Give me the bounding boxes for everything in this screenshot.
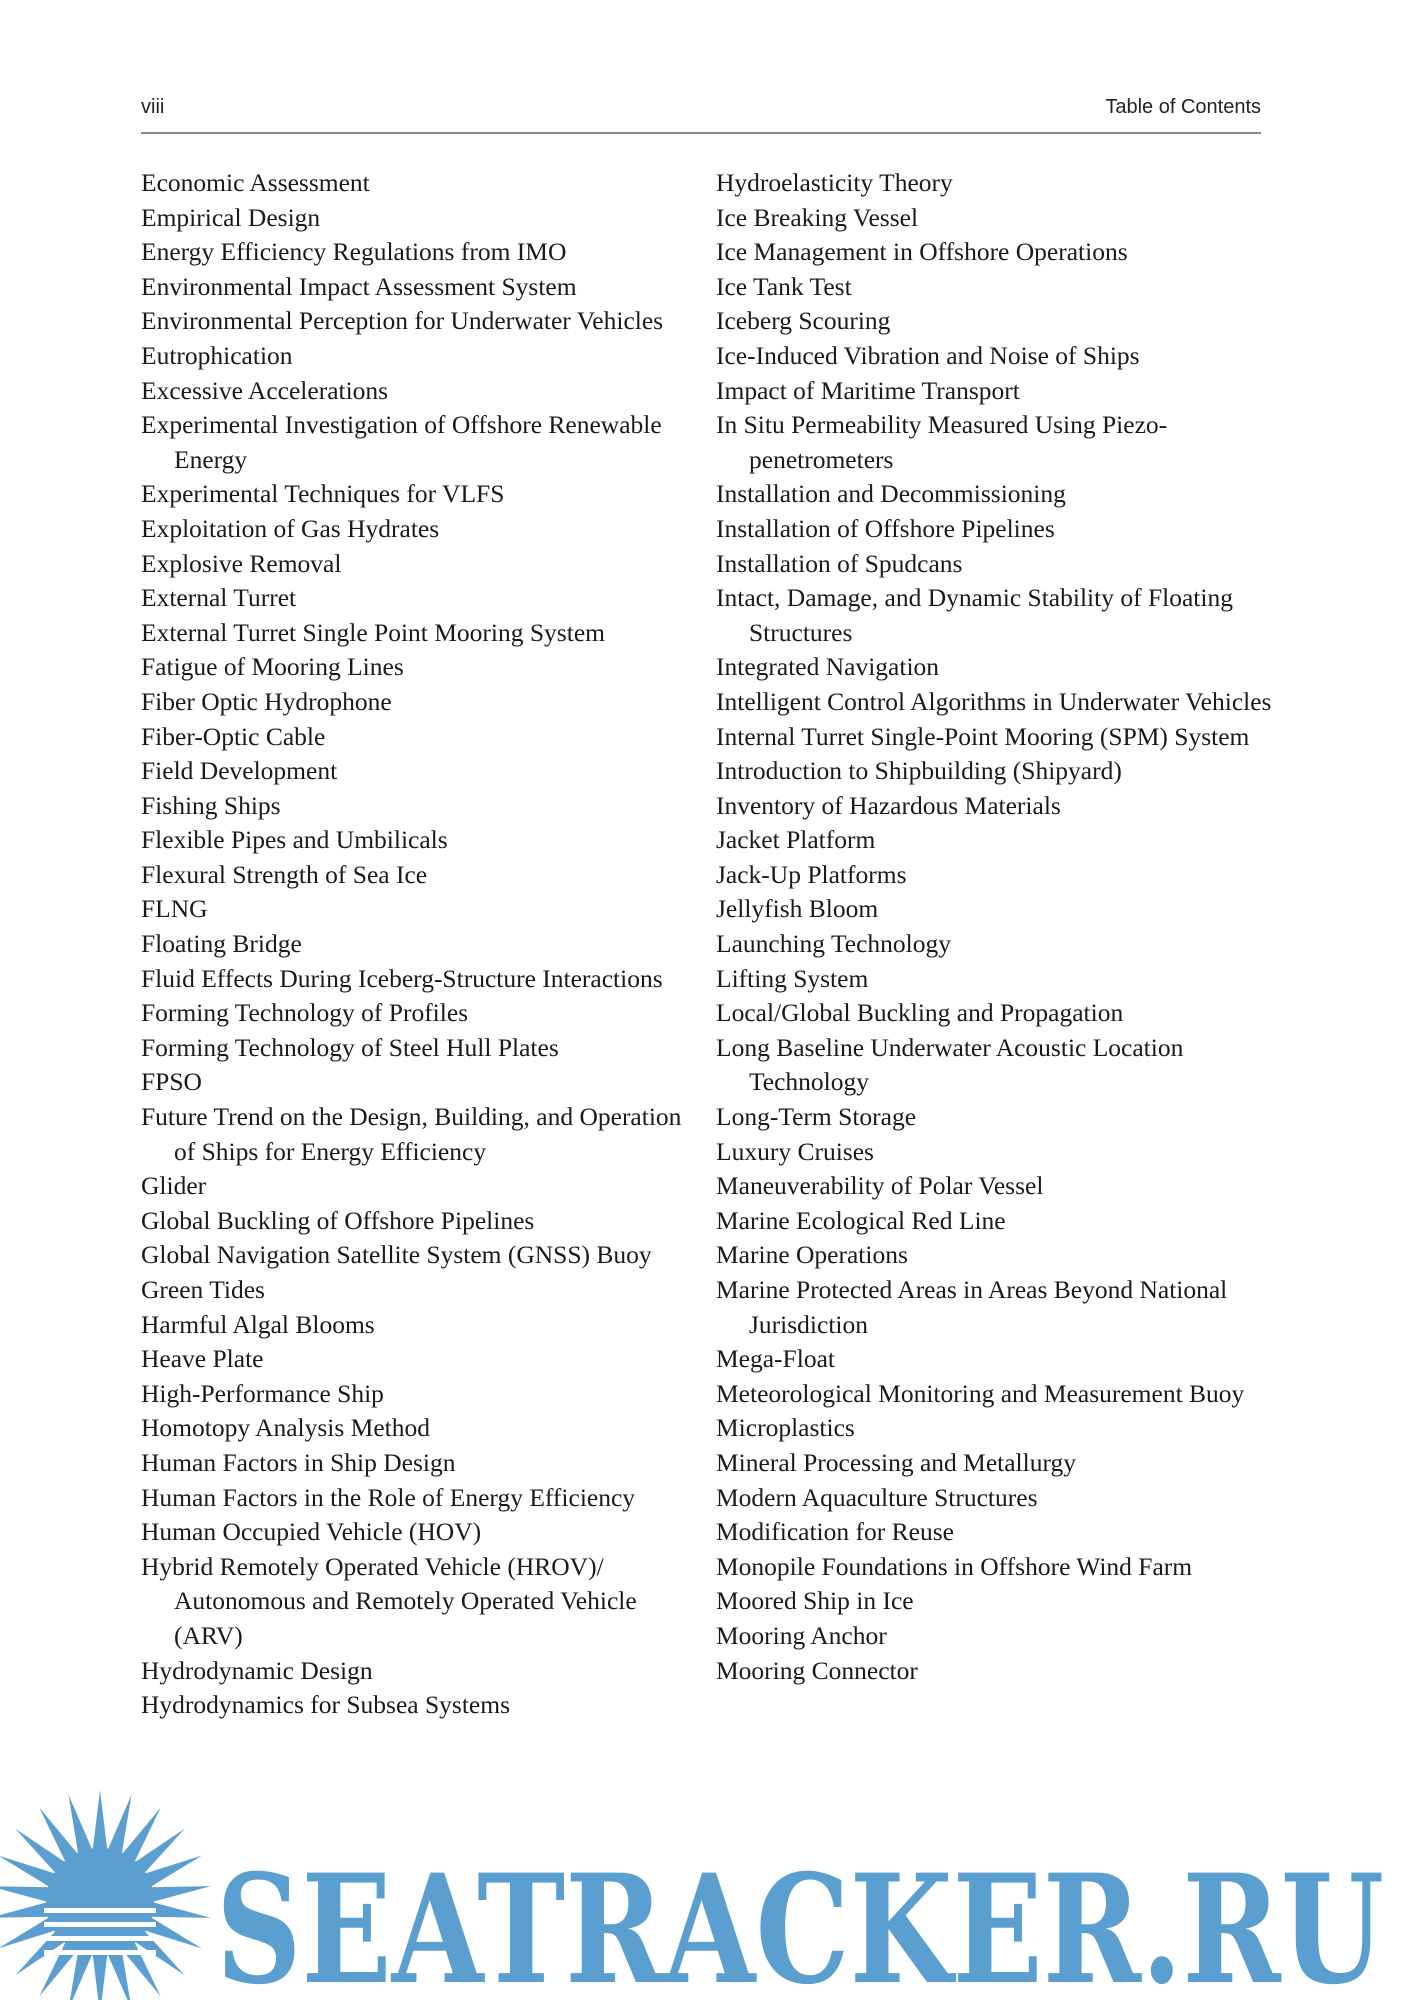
watermark-graphic — [0, 1790, 1402, 2000]
toc-entry: Launching Technology — [716, 929, 951, 959]
toc-entry: Hydrodynamics for Subsea Systems — [141, 1690, 511, 1720]
toc-entry: Maneuverability of Polar Vessel — [716, 1171, 1044, 1201]
toc-entry: Monopile Foundations in Offshore Wind Farm — [716, 1551, 1193, 1581]
toc-entry: Installation of Offshore Pipelines — [716, 513, 1055, 543]
toc-entry: Field Development — [141, 756, 338, 786]
toc-entry: Microplastics — [716, 1413, 855, 1443]
toc-entry: Modification for Reuse — [716, 1517, 954, 1547]
toc-entry: Global Navigation Satellite System (GNSS) Buoy — [141, 1240, 652, 1270]
header-rule — [141, 132, 1261, 134]
toc-entry: Inventory of Hazardous Materials — [716, 790, 1061, 820]
toc-entry: Luxury Cruises — [716, 1136, 874, 1166]
watermark-text: SEATRACKER.RU — [216, 1842, 1384, 2000]
toc-entry: Global Buckling of Offshore Pipelines — [141, 1205, 535, 1235]
sun-stripe — [44, 1936, 156, 1941]
toc-entry: External Turret — [141, 583, 297, 613]
toc-entry: Iceberg Scouring — [716, 306, 891, 336]
toc-entry: Forming Technology of Profiles — [141, 998, 469, 1028]
toc-entry: Forming Technology of Steel Hull Plates — [141, 1032, 559, 1062]
toc-entry: High-Performance Ship — [141, 1378, 384, 1408]
toc-entry: Marine Ecological Red Line — [716, 1205, 1006, 1235]
toc-entry: Integrated Navigation — [716, 652, 940, 682]
toc-entry: External Turret Single Point Mooring System — [141, 617, 605, 647]
toc-entry: Glider — [141, 1171, 207, 1201]
toc-entry: Modern Aquaculture Structures — [716, 1482, 1038, 1512]
toc-entry: FPSO — [141, 1067, 202, 1097]
toc-entry: Ice Management in Offshore Operations — [716, 237, 1128, 267]
toc-entry: Future Trend on the Design, Building, and Operation of Ships for Energy Efficiency — [141, 1102, 682, 1166]
page-number: viii — [141, 96, 165, 118]
toc-entry: Flexural Strength of Sea Ice — [141, 859, 428, 889]
toc-entry: Installation of Spudcans — [716, 548, 963, 578]
toc-entry: Hydrodynamic Design — [141, 1655, 373, 1685]
toc-entry: Mega-Float — [716, 1344, 835, 1374]
toc-entry: Long-Term Storage — [716, 1102, 917, 1132]
toc-entry: Ice Tank Test — [716, 271, 852, 301]
toc-entry: Ice Breaking Vessel — [716, 202, 919, 232]
toc-entry: Jacket Platform — [716, 825, 876, 855]
toc-entry: Homotopy Analysis Method — [141, 1413, 431, 1443]
toc-entry: Fatigue of Mooring Lines — [141, 652, 404, 682]
toc-entry: Floating Bridge — [141, 929, 302, 959]
toc-entry: Marine Operations — [716, 1240, 908, 1270]
toc-entry: FLNG — [141, 894, 208, 924]
toc-entry: Fluid Effects During Iceberg-Structure Interactions — [141, 963, 663, 993]
sun-stripe — [44, 1950, 156, 1955]
running-title: Table of Contents — [1105, 96, 1261, 118]
toc-entry: Empirical Design — [141, 202, 321, 232]
sun-logo-icon — [0, 1790, 211, 2000]
toc-entry: Jack-Up Platforms — [716, 859, 907, 889]
toc-entry: Jellyfish Bloom — [716, 894, 879, 924]
toc-entry: Economic Assessment — [141, 168, 370, 197]
toc-entry: Eutrophication — [141, 340, 293, 370]
watermark — [0, 1790, 1402, 2000]
toc-entry: Experimental Investigation of Offshore Renewable Energy — [141, 410, 662, 474]
toc-entry: Marine Protected Areas in Areas Beyond National Jurisdiction — [716, 1275, 1228, 1339]
toc-entry: Experimental Techniques for VLFS — [141, 479, 505, 509]
toc-entry: Meteorological Monitoring and Measurement Buoy — [716, 1378, 1245, 1408]
toc-entry: In Situ Permeability Measured Using Piezo-penetrometers — [716, 410, 1168, 474]
toc-entry: Explosive Removal — [141, 548, 342, 578]
toc-entry: Ice-Induced Vibration and Noise of Ships — [716, 340, 1140, 370]
toc-entry: Intact, Damage, and Dynamic Stability of Floating Structures — [716, 583, 1233, 647]
toc-entry: Hybrid Remotely Operated Vehicle (HROV)/ Autonomous and Remotely Operated Vehicle (ARV) — [141, 1551, 637, 1650]
toc-entry: Fishing Ships — [141, 790, 281, 820]
toc-entry: Flexible Pipes and Umbilicals — [141, 825, 448, 855]
toc-entry: Local/Global Buckling and Propagation — [716, 998, 1124, 1028]
toc-entry: Heave Plate — [141, 1344, 264, 1374]
toc-right-column — [716, 166, 1276, 1688]
toc-entry: Environmental Perception for Underwater Vehicles — [141, 306, 664, 336]
toc-entry: Internal Turret Single-Point Mooring (SPM) System — [716, 721, 1250, 751]
toc-entry: Introduction to Shipbuilding (Shipyard) — [716, 756, 1122, 786]
toc-entry: Green Tides — [141, 1275, 265, 1304]
toc-entry: Long Baseline Underwater Acoustic Location Technology — [716, 1032, 1184, 1097]
toc-entry: Excessive Accelerations — [141, 375, 389, 405]
toc-entry: Mineral Processing and Metallurgy — [716, 1447, 1077, 1477]
sun-stripe — [44, 1922, 156, 1927]
toc-entry: Mooring Connector — [716, 1655, 918, 1685]
toc-entry: Moored Ship in Ice — [716, 1586, 914, 1616]
toc-entry: Harmful Algal Blooms — [141, 1309, 375, 1339]
toc-entry: Hydroelasticity Theory — [716, 168, 953, 197]
toc-entry: Fiber Optic Hydrophone — [141, 686, 392, 716]
page-header — [141, 96, 1261, 130]
toc-entry: Impact of Maritime Transport — [716, 375, 1020, 405]
toc-entry: Exploitation of Gas Hydrates — [141, 513, 440, 543]
toc-entry: Human Factors in the Role of Energy Efficiency — [141, 1482, 636, 1512]
toc-entry: Intelligent Control Algorithms in Underwater Vehicles — [716, 686, 1272, 716]
toc-entry: Human Occupied Vehicle (HOV) — [141, 1517, 482, 1547]
toc-entry: Human Factors in Ship Design — [141, 1447, 456, 1477]
toc-entry: Mooring Anchor — [716, 1620, 887, 1650]
toc-entry: Environmental Impact Assessment System — [141, 271, 577, 301]
toc-entry: Installation and Decommissioning — [716, 479, 1066, 509]
toc-entry: Lifting System — [716, 963, 869, 993]
sun-stripe — [44, 1908, 156, 1913]
toc-entry: Energy Efficiency Regulations from IMO — [141, 237, 567, 267]
toc-left-column — [141, 166, 701, 1723]
toc-entry: Fiber-Optic Cable — [141, 721, 326, 751]
